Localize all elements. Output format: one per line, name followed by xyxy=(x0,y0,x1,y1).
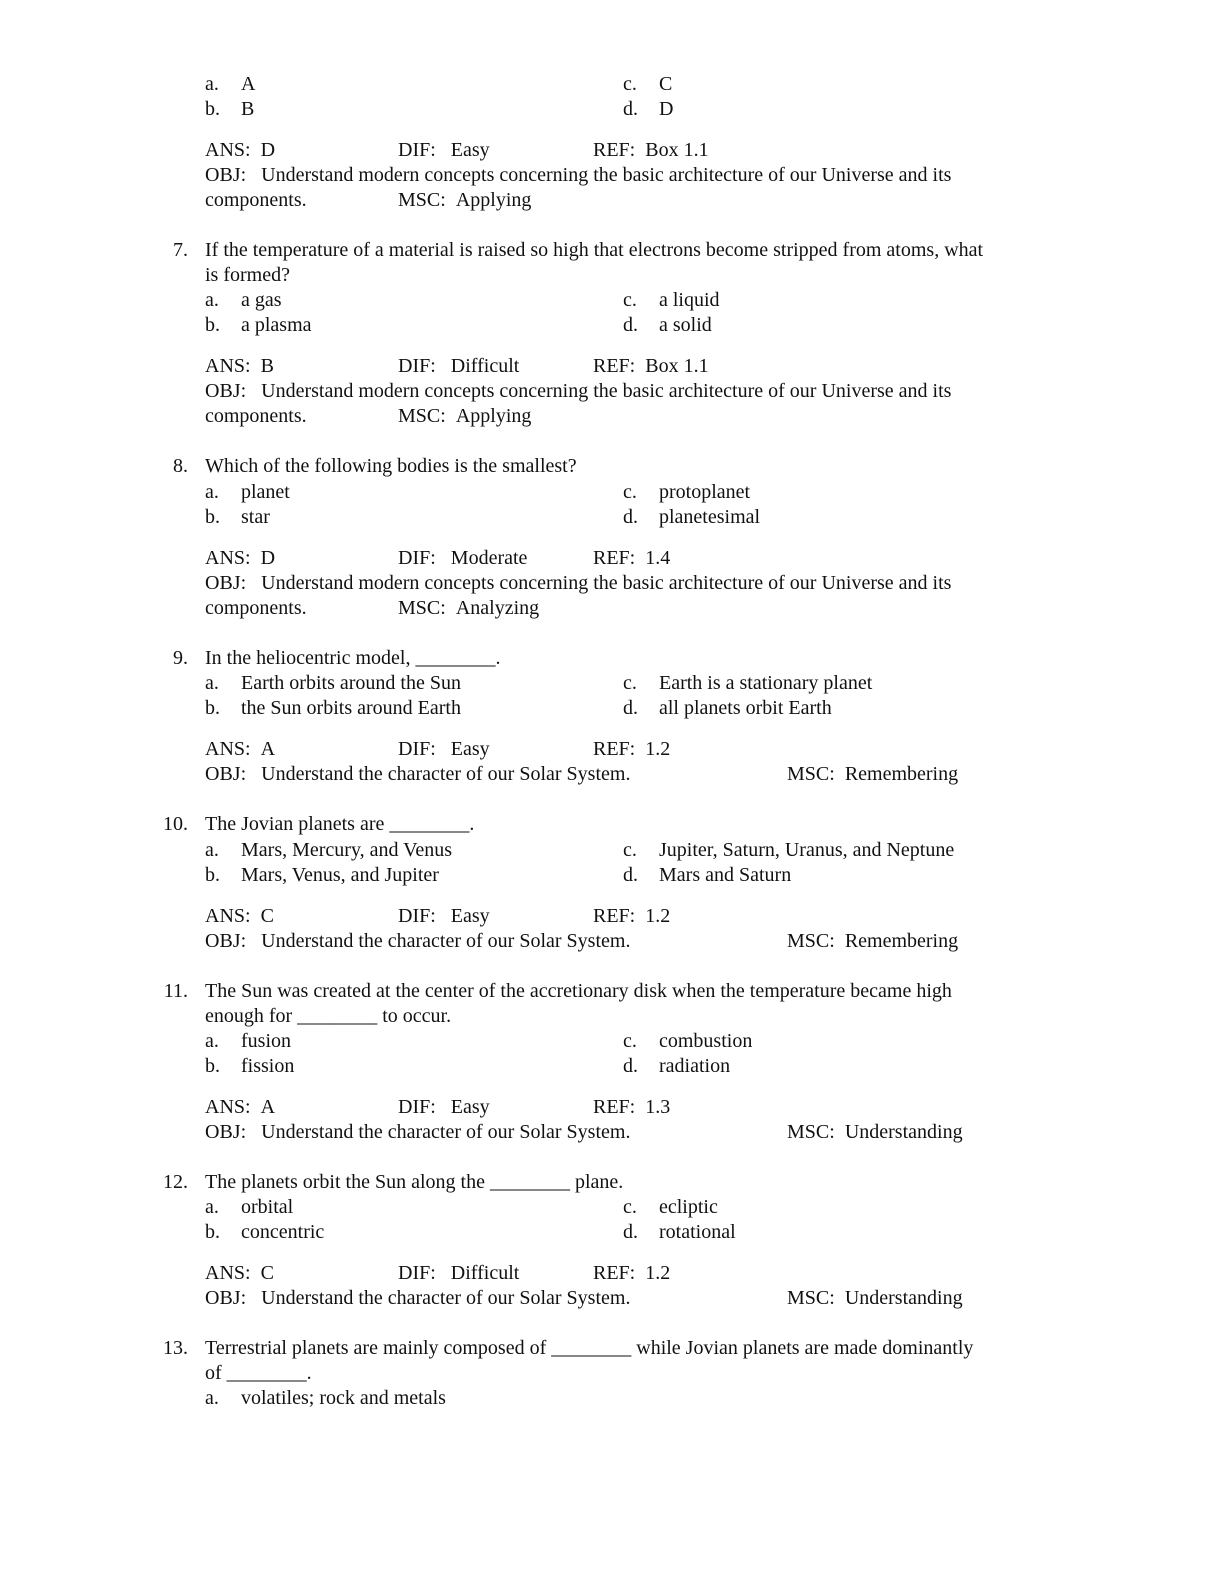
option-c: c. ecliptic xyxy=(623,1196,718,1218)
answer-key: ANS: C xyxy=(205,905,274,927)
question-text: The Sun was created at the center of the accretionary disk when the temperature became high xyxy=(205,980,952,1002)
question-text: In the heliocentric model, ________. xyxy=(205,647,501,669)
option-a: a. Earth orbits around the Sun xyxy=(205,672,461,694)
option-c: c. protoplanet xyxy=(623,481,751,503)
option-d: d. a solid xyxy=(623,314,712,336)
option-b: b. a plasma xyxy=(205,314,312,336)
question-number: 7. xyxy=(173,239,188,261)
option-d: d. planetesimal xyxy=(623,506,761,528)
option-b: b. concentric xyxy=(205,1221,325,1243)
option-a: a. A xyxy=(205,73,256,95)
option-c: c. C xyxy=(623,73,673,95)
option-d: d. rotational xyxy=(623,1221,736,1243)
question-number: 12. xyxy=(163,1171,188,1193)
answer-key: ANS: A xyxy=(205,738,276,760)
reference: REF: 1.2 xyxy=(593,738,671,760)
option-d: d. Mars and Saturn xyxy=(623,864,792,886)
answer-key: ANS: D xyxy=(205,139,276,161)
reference: REF: 1.3 xyxy=(593,1096,671,1118)
question-number: 13. xyxy=(163,1337,188,1359)
msc: MSC: Remembering xyxy=(787,763,959,785)
msc: MSC: Analyzing xyxy=(398,597,540,619)
msc: MSC: Applying xyxy=(398,405,532,427)
answer-key: ANS: C xyxy=(205,1262,274,1284)
objective-cont: components. xyxy=(205,189,307,211)
option-c: c. Earth is a stationary planet xyxy=(623,672,873,694)
reference: REF: Box 1.1 xyxy=(593,139,709,161)
reference: REF: 1.2 xyxy=(593,905,671,927)
difficulty: DIF: Moderate xyxy=(398,547,528,569)
msc: MSC: Applying xyxy=(398,189,532,211)
answer-key: ANS: B xyxy=(205,355,274,377)
question-text: Which of the following bodies is the smallest? xyxy=(205,455,577,477)
answer-key: ANS: D xyxy=(205,547,276,569)
objective: OBJ: Understand modern concepts concerning the basic architecture of our Universe and its xyxy=(205,164,952,186)
difficulty: DIF: Easy xyxy=(398,1096,490,1118)
reference: REF: 1.2 xyxy=(593,1262,671,1284)
question-text: If the temperature of a material is raised so high that electrons become stripped from atoms, what xyxy=(205,239,984,261)
difficulty: DIF: Difficult xyxy=(398,1262,520,1284)
option-a: a. fusion xyxy=(205,1030,291,1052)
question-text-cont: is formed? xyxy=(205,264,290,286)
option-b: b. Mars, Venus, and Jupiter xyxy=(205,864,439,886)
objective: OBJ: Understand the character of our Solar System. xyxy=(205,1287,631,1309)
option-d: d. D xyxy=(623,98,674,120)
option-c: c. a liquid xyxy=(623,289,720,311)
msc: MSC: Understanding xyxy=(787,1287,963,1309)
difficulty: DIF: Easy xyxy=(398,738,490,760)
question-number: 10. xyxy=(163,813,188,835)
option-b: b. the Sun orbits around Earth xyxy=(205,697,461,719)
option-d: d. radiation xyxy=(623,1055,731,1077)
option-a: a. volatiles; rock and metals xyxy=(205,1387,446,1409)
option-b: b. B xyxy=(205,98,255,120)
option-a: a. a gas xyxy=(205,289,282,311)
question-text: Terrestrial planets are mainly composed of ________ while Jovian planets are made dominantly xyxy=(205,1337,974,1359)
objective: OBJ: Understand modern concepts concerning the basic architecture of our Universe and its xyxy=(205,572,952,594)
difficulty: DIF: Difficult xyxy=(398,355,520,377)
answer-key: ANS: A xyxy=(205,1096,276,1118)
option-c: c. combustion xyxy=(623,1030,753,1052)
msc: MSC: Understanding xyxy=(787,1121,963,1143)
option-b: b. fission xyxy=(205,1055,295,1077)
option-b: b. star xyxy=(205,506,270,528)
option-d: d. all planets orbit Earth xyxy=(623,697,832,719)
msc: MSC: Remembering xyxy=(787,930,959,952)
question-number: 9. xyxy=(173,647,188,669)
question-number: 11. xyxy=(163,980,188,1002)
question-text: The Jovian planets are ________. xyxy=(205,813,475,835)
objective: OBJ: Understand the character of our Solar System. xyxy=(205,930,631,952)
difficulty: DIF: Easy xyxy=(398,139,490,161)
objective: OBJ: Understand the character of our Solar System. xyxy=(205,1121,631,1143)
objective: OBJ: Understand modern concepts concerning the basic architecture of our Universe and its xyxy=(205,380,952,402)
reference: REF: 1.4 xyxy=(593,547,671,569)
question-text-cont: of ________. xyxy=(205,1362,312,1384)
objective-cont: components. xyxy=(205,597,307,619)
option-a: a. orbital xyxy=(205,1196,294,1218)
reference: REF: Box 1.1 xyxy=(593,355,709,377)
question-text-cont: enough for ________ to occur. xyxy=(205,1005,452,1027)
objective: OBJ: Understand the character of our Solar System. xyxy=(205,763,631,785)
option-a: a. planet xyxy=(205,481,290,503)
option-a: a. Mars, Mercury, and Venus xyxy=(205,839,453,861)
question-number: 8. xyxy=(173,455,188,477)
objective-cont: components. xyxy=(205,405,307,427)
option-c: c. Jupiter, Saturn, Uranus, and Neptune xyxy=(623,839,955,861)
question-text: The planets orbit the Sun along the ________ plane. xyxy=(205,1171,624,1193)
difficulty: DIF: Easy xyxy=(398,905,490,927)
